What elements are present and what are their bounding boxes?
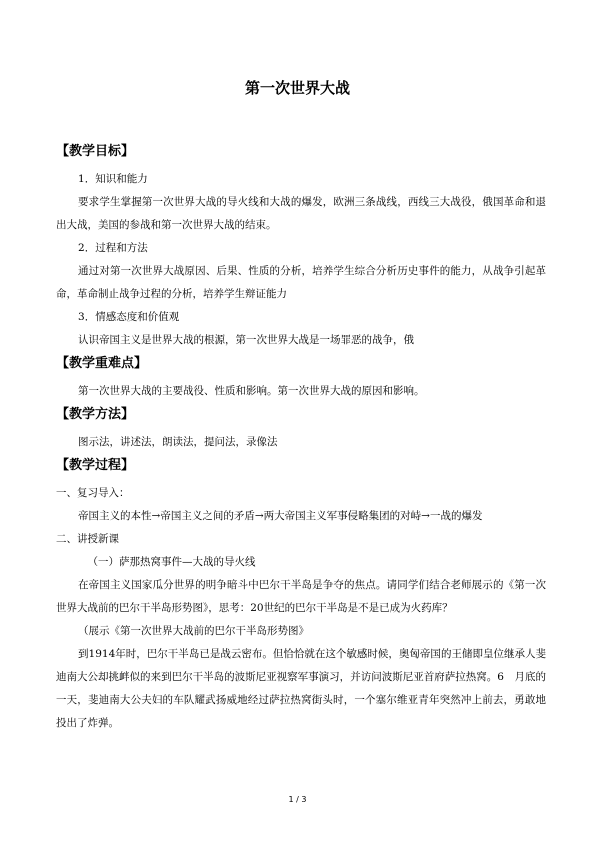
section-heading-key-points: 【教学重难点】	[56, 356, 148, 371]
process-subheading-sarajevo: （一）萨那热窝事件—大战的导火线	[87, 556, 256, 568]
goal-subheading-values: 3．情感态度和价值观	[78, 311, 180, 323]
process-step-new-lesson: 二、讲授新课	[56, 533, 119, 545]
page-number: 1 / 3	[288, 795, 307, 804]
goal-paragraph-process: 通过对第一次世界大战原因、后果、性质的分析，培养学生综合分析历史事件的能力，从战争引起革命，革命制止战争过程的分析，培养学生辩证能力	[56, 265, 546, 300]
process-step-review: 一、复习导入：	[56, 487, 130, 499]
key-points-paragraph: 第一次世界大战的主要战役、性质和影响。第一次世界大战的原因和影响。	[78, 385, 425, 397]
process-paragraph-balkans: 在帝国主义国家瓜分世界的明争暗斗中巴尔干半岛是争夺的焦点。请同学们结合老师展示的《第一次世界大战前的巴尔干半岛形势图》，思考：20世纪的巴尔干半岛是不是已成为火药库？	[56, 579, 546, 614]
methods-paragraph: 图示法，讲述法，朗读法，提问法，录像法	[78, 436, 278, 448]
process-paragraph-show-map: （展示《第一次世界大战前的巴尔干半岛形势图》	[78, 625, 310, 637]
section-heading-process: 【教学过程】	[56, 458, 135, 473]
goal-subheading-process: 2．过程和方法	[78, 242, 148, 254]
section-heading-goals: 【教学目标】	[56, 144, 135, 159]
document-title: 第一次世界大战	[244, 79, 350, 97]
document-body	[56, 140, 546, 735]
process-paragraph-1914: 到1914年时，巴尔干半岛已是战云密布。但恰恰就在这个敏感时候，奥匈帝国的王储即皇位继承人斐迪南大公却挑衅似的来到巴尔干半岛的波斯尼亚视察军事演习，并访问波斯尼亚首府萨拉热窝。6 月底的一天，斐迪南大公夫妇的车队耀武扬威地经过萨拉热窝街头时，一个塞尔维亚青年突然冲上前去，勇敢地投出了炸弹。	[56, 648, 546, 729]
process-review-chain: 帝国主义的本性→帝国主义之间的矛盾→两大帝国主义军事侵略集团的对峙→一战的爆发	[78, 510, 483, 522]
goal-paragraph-knowledge: 要求学生掌握第一次世界大战的导火线和大战的爆发，欧洲三条战线，西线三大战役，俄国革命和退出大战，美国的参战和第一次世界大战的结束。	[56, 196, 546, 231]
goal-paragraph-values: 认识帝国主义是世界大战的根源，第一次世界大战是一场罪恶的战争，俄	[78, 334, 415, 346]
goal-subheading-knowledge: 1．知识和能力	[78, 173, 148, 185]
section-heading-methods: 【教学方法】	[56, 407, 135, 422]
